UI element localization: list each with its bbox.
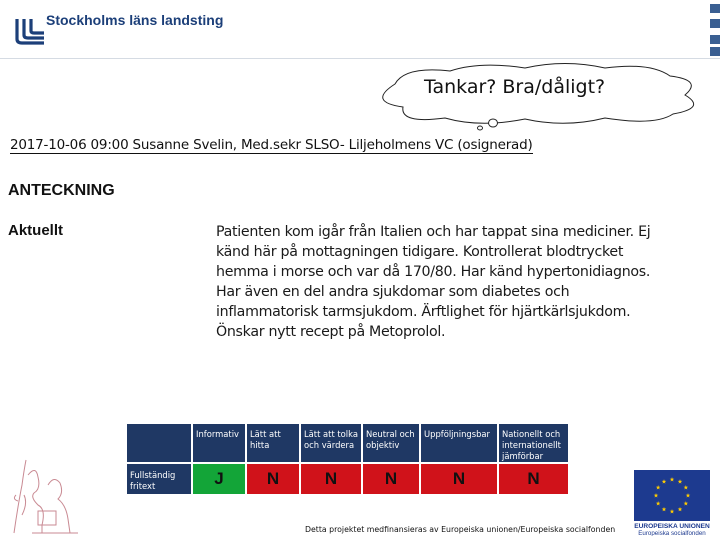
eu-flag-logo: [633, 470, 711, 536]
thought-bubble-text: Tankar? Bra/dåligt?: [424, 76, 606, 98]
aktuellt-label: Aktuellt: [8, 222, 64, 239]
top-bar: [0, 0, 720, 59]
sketch-illustration-icon: [8, 455, 118, 535]
value-cell: N: [247, 464, 299, 494]
text-line: Patienten kom igår från Italien och har tappat sina mediciner. Ej: [216, 224, 651, 240]
text-line: Önskar nytt recept på Metoprolol.: [216, 324, 446, 341]
value-cell: N: [363, 464, 419, 494]
decorative-squares: [708, 0, 720, 58]
text-line: hemma i morse och var då 170/80. Har känd hypertonidiagnos.: [216, 264, 651, 281]
eu-line1: EUROPEISKA UNIONEN: [634, 523, 710, 530]
value-cell: J: [193, 464, 245, 494]
header-corner: [127, 424, 191, 462]
aktuellt-text: [216, 222, 656, 343]
text-line: känd här på mottagningen tidigare. Kontrollerat blodtrycket: [216, 244, 624, 261]
column-header: Lätt att tolka och värdera: [301, 424, 361, 462]
text-line: inflammatorisk tarmsjukdom. Ärftlighet för hjärtkärlsjukdom.: [216, 304, 631, 321]
eu-line2: Europeiska socialfonden: [638, 530, 706, 536]
value-cell: N: [499, 464, 568, 494]
footer-text: Detta projektet medfinansieras av Europeiska unionen/Europeiska socialfonden: [305, 525, 616, 534]
assessment-table: [125, 422, 570, 496]
row-label: Fullständig fritext: [127, 464, 191, 494]
column-header: Informativ: [193, 424, 245, 462]
note-header: 2017-10-06 09:00 Susanne Svelin, Med.sekr SLSO- Liljeholmens VC (osignerad): [10, 137, 533, 153]
value-cell: N: [301, 464, 361, 494]
column-header: Nationellt och internationellt jämförbar: [499, 424, 568, 462]
value-cell: N: [421, 464, 497, 494]
logo-text: Stockholms läns landsting: [46, 12, 224, 28]
column-header: Neutral och objektiv: [363, 424, 419, 462]
table-row: [127, 464, 568, 494]
section-title: ANTECKNING: [8, 182, 115, 199]
column-header: Lätt att hitta: [247, 424, 299, 462]
text-line: Har även en del andra sjukdomar som diabetes och: [216, 284, 570, 301]
column-header: Uppföljningsbar: [421, 424, 497, 462]
table-row: [127, 424, 568, 462]
